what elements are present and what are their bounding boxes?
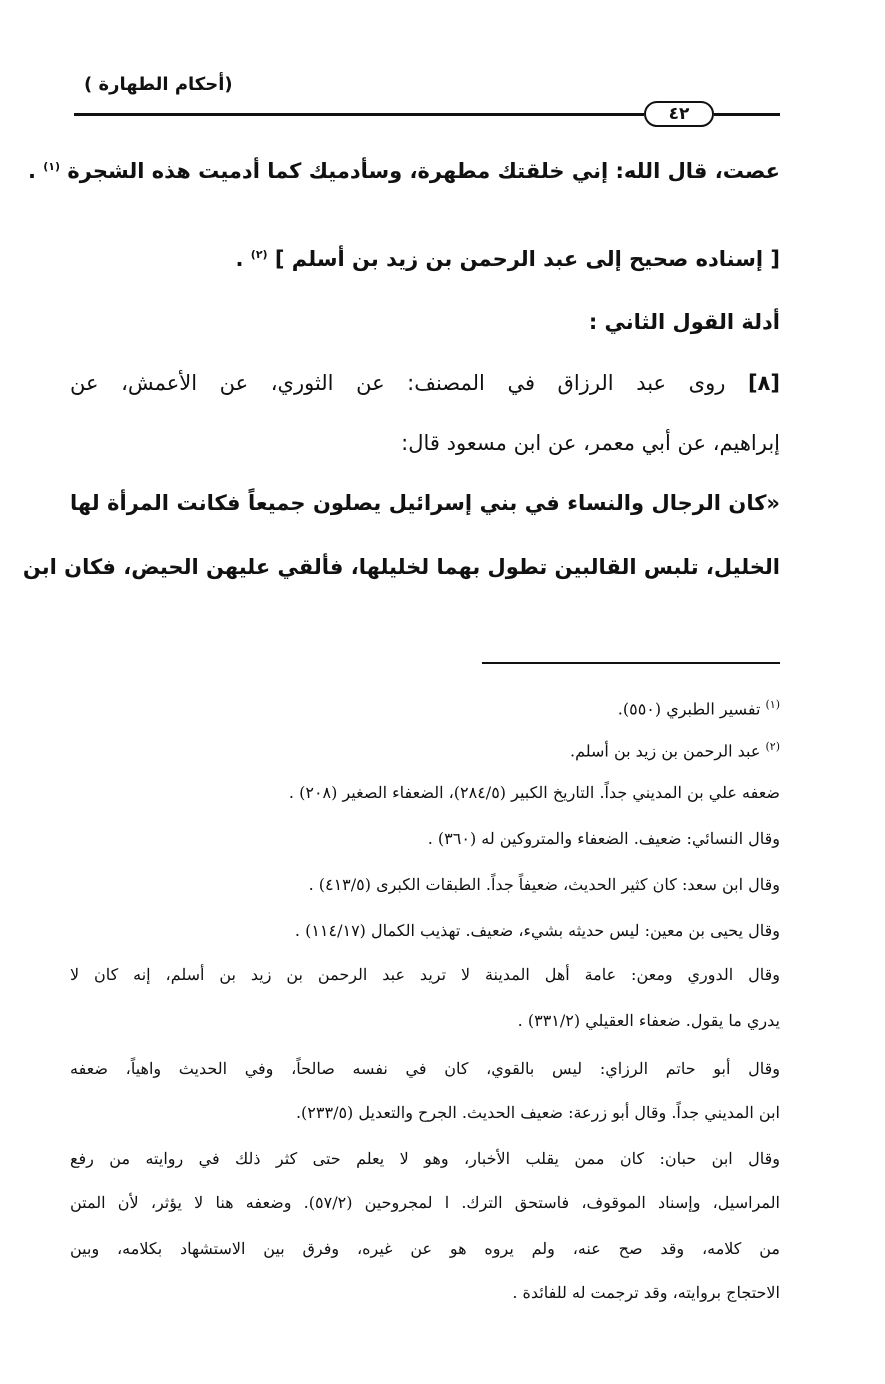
footnote-line-9d: الاحتجاج بروايته، وقد ترجمت له للفائدة . <box>512 1283 780 1302</box>
header-rule-right <box>714 113 780 116</box>
quote-line-1: «كان الرجال والنساء في بني إسرائيل يصلون جميعاً فكانت المرأة لها <box>70 491 780 515</box>
page-number: ٤٢ <box>644 101 714 127</box>
footnote-line-5: وقال ابن سعد: كان كثير الحديث، ضعيفاً جداً. الطبقات الكبرى (٤١٣/٥) . <box>308 875 780 894</box>
main-line-2 <box>235 240 780 274</box>
main-line-2-end: . <box>235 247 244 271</box>
footnote-2 <box>570 734 780 764</box>
footnote-ref-1: (١) <box>43 160 61 173</box>
footnote-separator <box>482 662 780 664</box>
main-line-1-end: . <box>27 159 36 183</box>
footnote-line-7a: وقال الدوري ومعن: عامة أهل المدينة لا تريد عبد الرحمن بن زيد بن أسلم، إنه كان لا <box>70 965 780 984</box>
running-header-title: (أحكام الطهارة ) <box>84 74 233 95</box>
footnote-1 <box>618 692 780 722</box>
footnote-line-9a: وقال ابن حبان: كان ممن يقلب الأخبار، وهو لا يعلم حتى كثر ذلك في روايته من رفع <box>70 1149 780 1168</box>
footnote-line-8b: ابن المديني جداً. وقال أبو زرعة: ضعيف الحديث. الجرح والتعديل (٢٣٣/٥). <box>295 1103 780 1122</box>
footnote-ref-2: (٢) <box>250 248 268 261</box>
footnote-line-7b: يدري ما يقول. ضعفاء العقيلي (٣٣١/٢) . <box>517 1011 780 1030</box>
footnote-1-marker: (١) <box>765 698 780 711</box>
paragraph-number: [٨] <box>747 371 780 395</box>
footnote-1-text: تفسير الطبري (٥٥٠). <box>617 699 761 719</box>
footnote-2-marker: (٢) <box>765 740 780 753</box>
quote-line-2: الخليل، تلبس القالبين تطول بهما لخليلها، فألقي عليهن الحيض، فكان ابن <box>22 555 780 579</box>
footnote-line-4: وقال النسائي: ضعيف. الضعفاء والمتروكين له (٣٦٠) . <box>427 829 780 848</box>
paragraph-line-1 <box>70 368 780 398</box>
main-line-2-text: [ إسناده صحيح إلى عبد الرحمن بن زيد بن أسلم ] <box>274 247 780 271</box>
footnote-line-3: ضعفه علي بن المديني جداً. التاريخ الكبير (٢٨٤/٥)، الضعفاء الصغير (٢٠٨) . <box>288 783 780 802</box>
footnote-line-9b: المراسيل، وإسناد الموقوف، فاستحق الترك. ا لمجروحين (٥٧/٢). وضعفه هنا لا يؤثر، لأن المتن <box>70 1193 781 1212</box>
paragraph-line-2: إبراهيم، عن أبي معمر، عن ابن مسعود قال: <box>401 431 780 455</box>
header-rule <box>74 113 644 116</box>
footnote-line-6: وقال يحيى بن معين: ليس حديثه بشيء، ضعيف. تهذيب الكمال (١١٤/١٧) . <box>294 921 780 940</box>
main-line-1 <box>28 152 780 186</box>
main-line-1-text: عصت، قال الله: إني خلقتك مطهرة، وسأدميك كما أدميت هذه الشجرة <box>67 159 780 183</box>
footnote-line-8a: وقال أبو حاتم الرزاي: ليس بالقوي، كان في نفسه صالحاً، وفي الحديث واهياً، ضعفه <box>70 1059 780 1078</box>
section-heading: أدلة القول الثاني : <box>588 310 780 334</box>
footnote-2-text: عبد الرحمن بن زيد بن أسلم. <box>569 741 761 761</box>
paragraph-line-1-text: روى عبد الرزاق في المصنف: عن الثوري، عن الأعمش، عن <box>70 371 726 395</box>
footnote-line-9c: من كلامه، وقد صح عنه، ولم يروه هو عن غيره، وفرق بين الاستشهاد بكلامه، وبين <box>70 1239 780 1258</box>
